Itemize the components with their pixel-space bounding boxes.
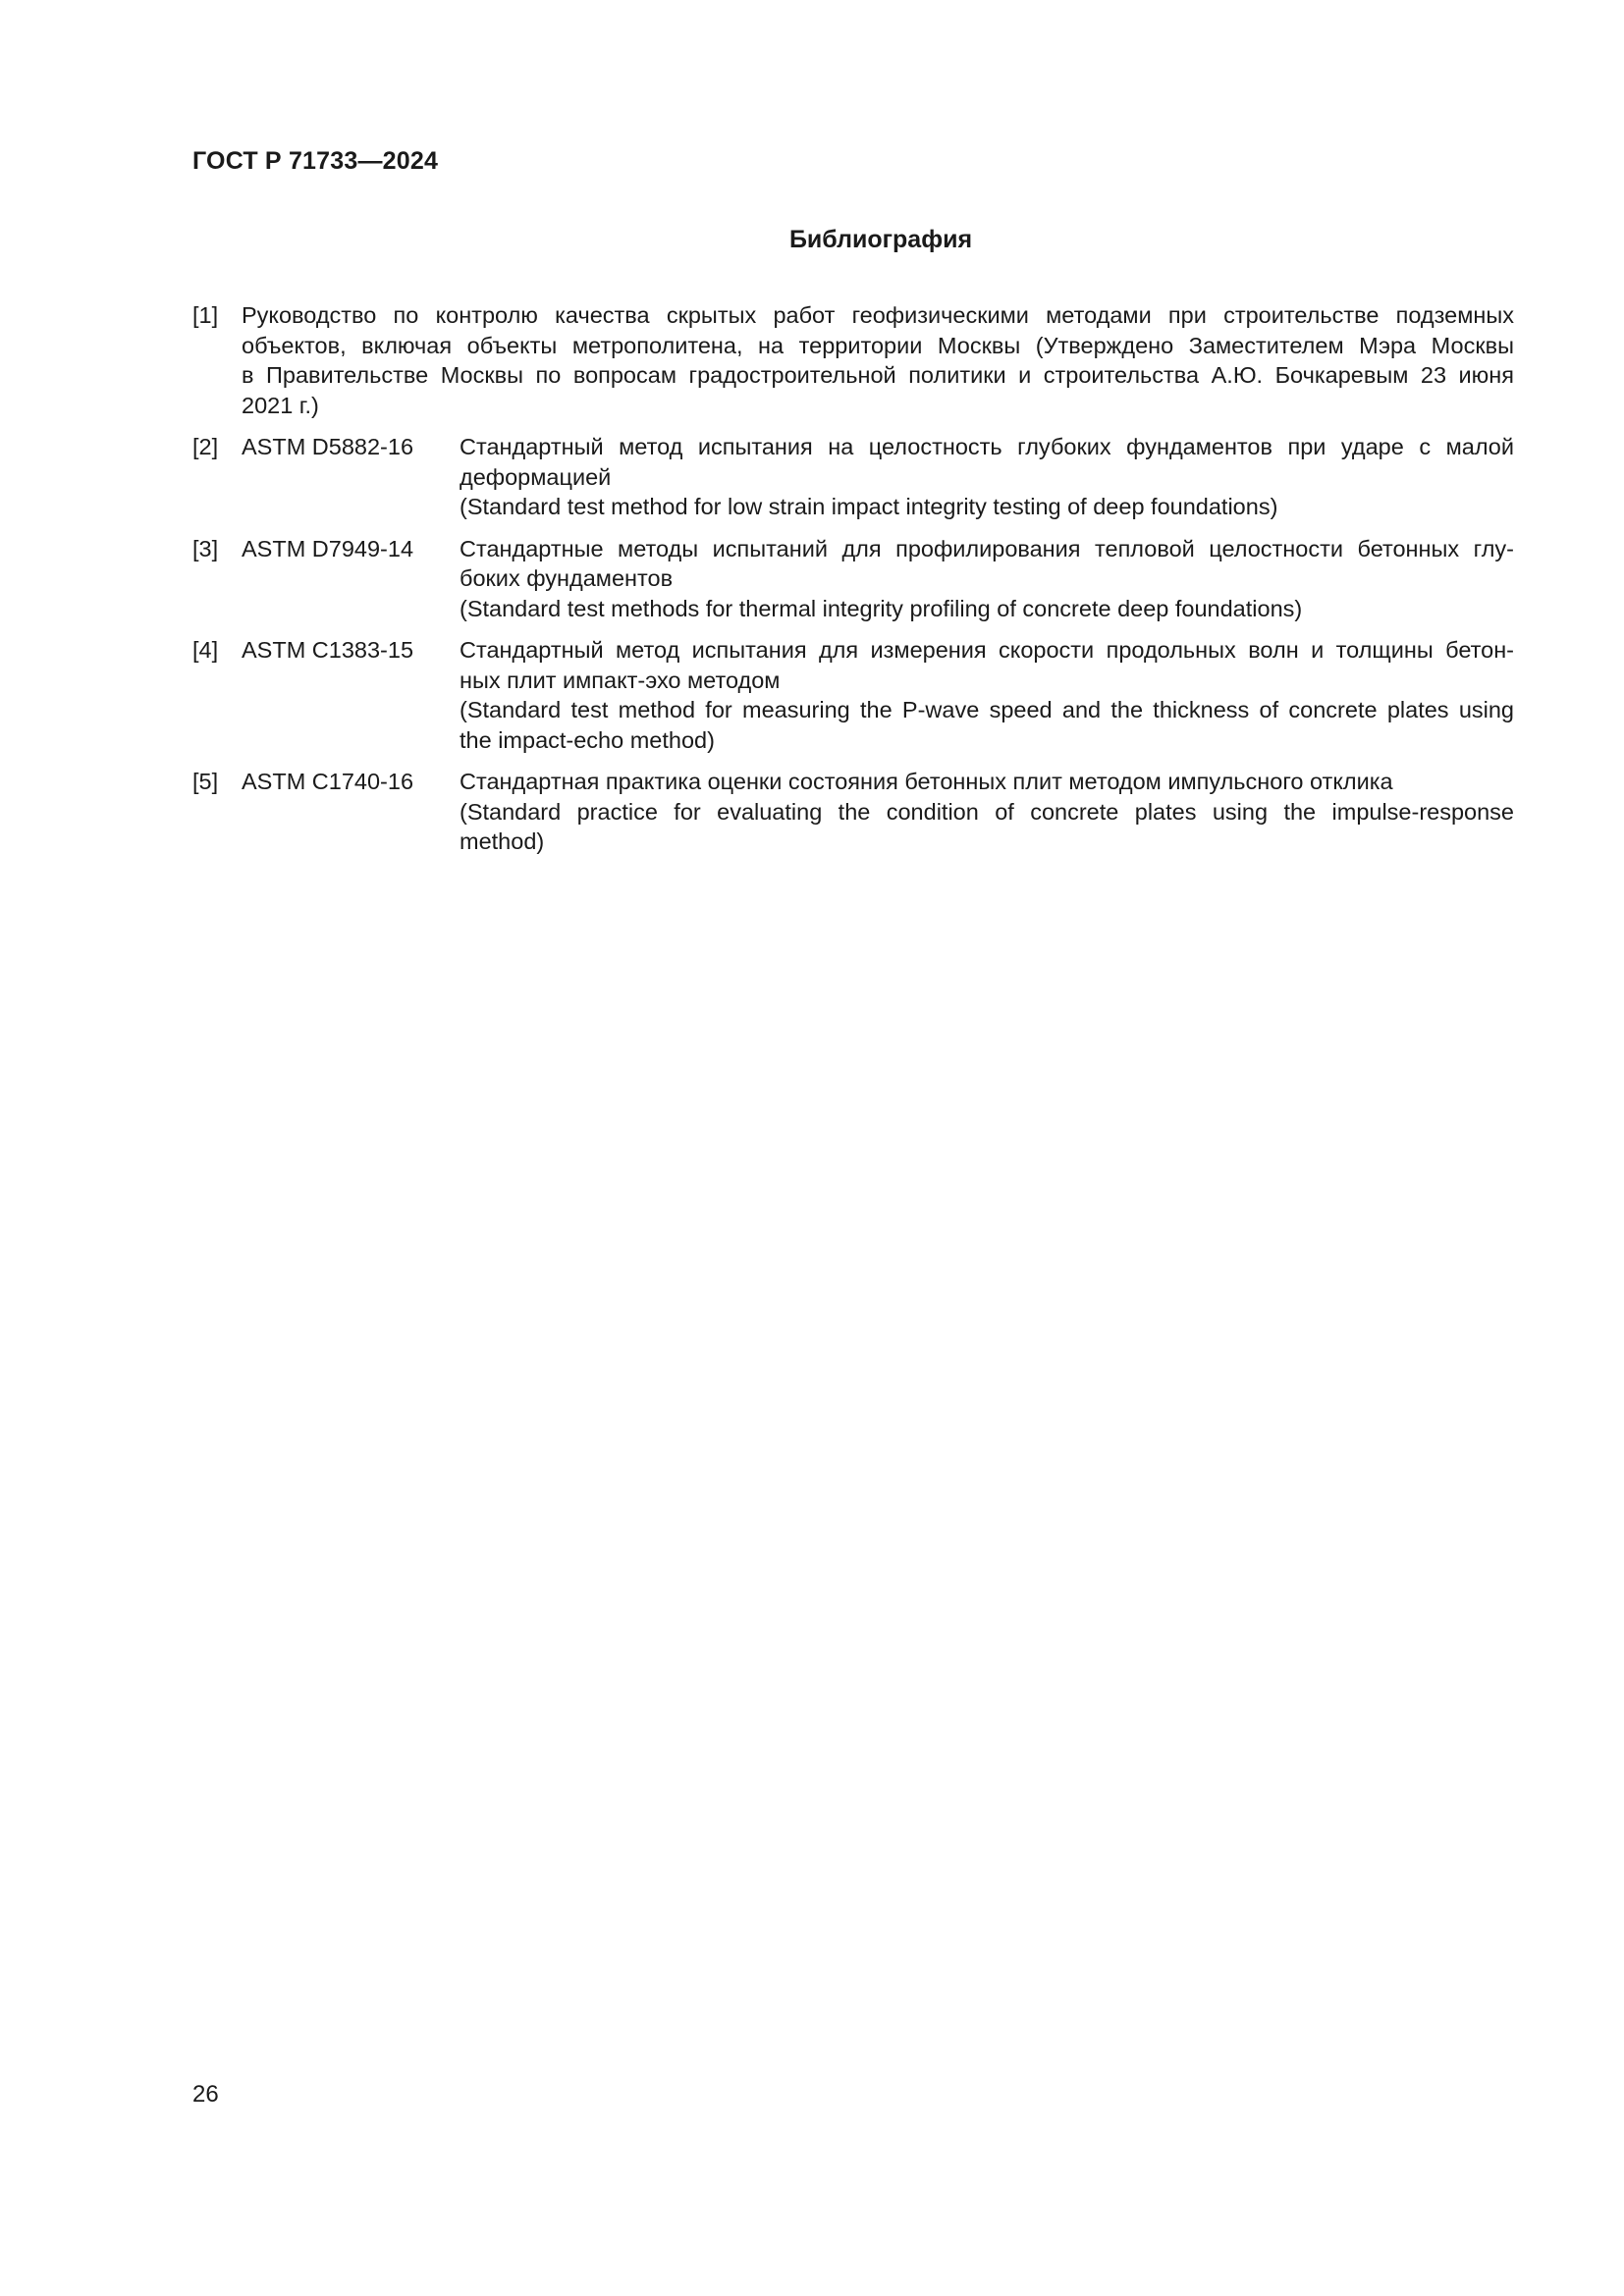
entry-line: деформацией (460, 463, 612, 490)
bibliography-entry-2 (192, 432, 1514, 522)
entry-line: Стандартный метод испытания для измерения скорости продольных волн и толщины бетон- (460, 637, 1514, 663)
entry-number: [2] (192, 434, 219, 459)
bibliography-list (192, 300, 1514, 869)
entry-text (460, 534, 1514, 624)
entry-text (460, 635, 1514, 755)
entry-line: Стандартный метод испытания на целостность глубоких фундаментов при ударе с малой (460, 434, 1514, 459)
entry-number: [4] (192, 637, 219, 663)
entry-standard-code: ASTM C1383-15 (242, 637, 414, 663)
entry-line: (Standard test methods for thermal integrity profiling of concrete deep foundations) (460, 595, 1303, 621)
entry-line: the impact-echo method) (460, 726, 715, 753)
section-title: Библиография (788, 226, 973, 253)
entry-line: (Standard practice for evaluating the condition of concrete plates using the impulse-response (460, 798, 1514, 825)
entry-standard-code: ASTM C1740-16 (242, 769, 414, 794)
entry-text (460, 767, 1514, 857)
entry-line: объектов, включая объекты метрополитена, на территории Москвы (Утверждено Заместителем Мэра Москвы (242, 332, 1514, 358)
entry-standard-code: ASTM D5882-16 (242, 434, 414, 459)
entry-number: [3] (192, 535, 219, 561)
entry-text (460, 432, 1514, 522)
entry-line: Стандартная практика оценки состояния бетонных плит методом импульсного отклика (460, 769, 1393, 794)
entry-line: в Правительстве Москвы по вопросам градостроительной политики и строительства А.Ю. Бочкаревым 23 июня (242, 362, 1514, 388)
entry-line: 2021 г.) (242, 392, 319, 418)
page-number: 26 (192, 2081, 219, 2108)
bibliography-entry-4 (192, 635, 1514, 755)
entry-line: Стандартные методы испытаний для профилирования тепловой целостности бетонных глу- (460, 535, 1514, 561)
entry-line: (Standard test method for low strain impact integrity testing of deep foundations) (460, 494, 1278, 519)
entry-line: ных плит импакт-эхо методом (460, 667, 781, 693)
document-code-header: ГОСТ Р 71733—2024 (192, 147, 439, 175)
entry-line: method) (460, 828, 545, 854)
entry-line: Руководство по контролю качества скрытых работ геофизическими методами при строительстве подземных (242, 302, 1514, 328)
entry-number: [5] (192, 769, 219, 794)
entry-line: (Standard test method for measuring the P-wave speed and the thickness of concrete plates using (460, 697, 1514, 722)
entry-number: [1] (192, 302, 219, 328)
entry-standard-code: ASTM D7949-14 (242, 535, 414, 561)
bibliography-entry-5 (192, 767, 1514, 857)
bibliography-entry-1 (192, 300, 1514, 420)
bibliography-entry-3 (192, 534, 1514, 624)
entry-line: боких фундаментов (460, 565, 674, 591)
entry-text (242, 300, 1514, 420)
